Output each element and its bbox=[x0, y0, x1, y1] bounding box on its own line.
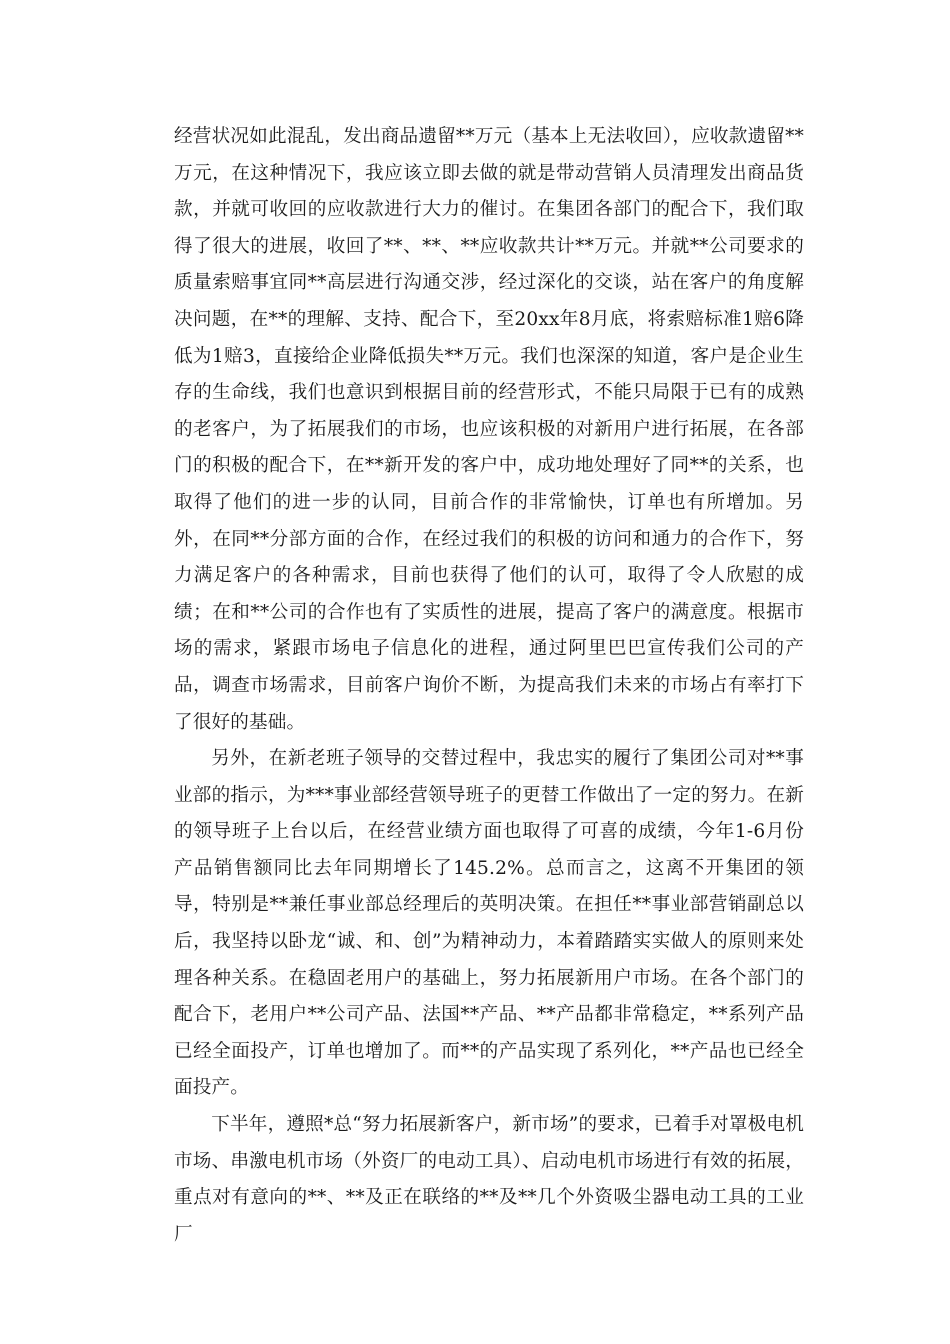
document-body bbox=[174, 119, 804, 1253]
paragraph-1: 经营状况如此混乱，发出商品遗留**万元（基本上无法收回），应收款遗留**万元，在这种情况下，我应该立即去做的就是带动营销人员清理发出商品货款，并就可收回的应收款进行大力的催讨。在集团各部门的配合下，我们取得了很大的进展，收回了**、**、**应收款共计**万元。并就**公司要求的质量索赔事宜同**高层进行沟通交涉，经过深化的交谈，站在客户的角度解决问题，在**的理解、支持、配合下，至20xx年8月底，将索赔标准1赔6降低为1赔3，直接给企业降低损失**万元。我们也深深的知道，客户是企业生存的生命线，我们也意识到根据目前的经营形式，不能只局限于已有的成熟的老客户，为了拓展我们的市场，也应该积极的对新用户进行拓展，在各部门的积极的配合下，在**新开发的客户中，成功地处理好了同**的关系，也取得了他们的进一步的认同，目前合作的非常愉快，订单也有所增加。另外，在同**分部方面的合作，在经过我们的积极的访问和通力的合作下，努力满足客户的各种需求，目前也获得了他们的认可，取得了令人欣慰的成绩；在和**公司的合作也有了实质性的进展，提高了客户的满意度。根据市场的需求，紧跟市场电子信息化的进程，通过阿里巴巴宣传我们公司的产品，调查市场需求，目前客户询价不断，为提高我们未来的市场占有率打下了很好的基础。 bbox=[174, 126, 804, 733]
paragraph-2: 另外，在新老班子领导的交替过程中，我忠实的履行了集团公司对**事业部的指示，为***事业部经营领导班子的更替工作做出了一定的努力。在新的领导班子上台以后，在经营业绩方面也取得了可喜的成绩，今年1-6月份产品销售额同比去年同期增长了145.2%。总而言之，这离不开集团的领导，特别是**兼任事业部总经理后的英明决策。在担任**事业部营销副总以后，我坚持以卧龙“诚、和、创”为精神动力，本着踏踏实实做人的原则来处理各种关系。在稳固老用户的基础上，努力拓展新用户市场。在各个部门的配合下，老用户**公司产品、法国**产品、**产品都非常稳定，**系列产品已经全面投产，订单也增加了。而**的产品实现了系列化，**产品也已经全面投产。 bbox=[174, 748, 804, 1099]
paragraph-3: 下半年，遵照*总“努力拓展新客户，新市场”的要求，已着手对罩极电机市场、串激电机市场（外资厂的电动工具）、启动电机市场进行有效的拓展，重点对有意向的**、**及正在联络的**及**几个外资吸尘器电动工具的工业厂 bbox=[174, 1114, 804, 1245]
